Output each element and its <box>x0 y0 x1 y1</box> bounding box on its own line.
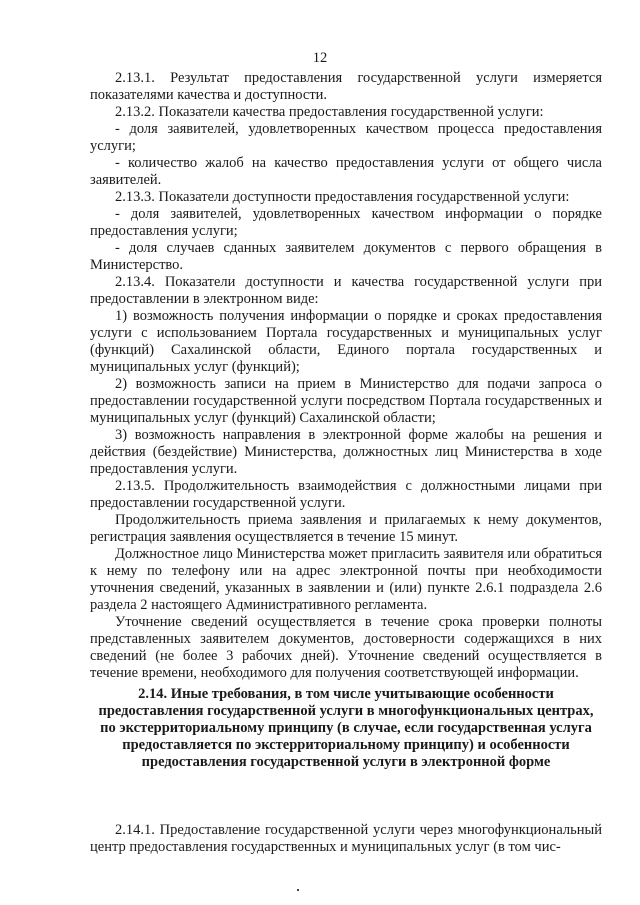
list-item-first-appeal-share: - доля случаев сданных заявителем документов с первого обращения в Министерство. <box>90 240 602 273</box>
paragraph-official-contact: Должностное лицо Министерства может пригласить заявителя или обратиться к нему по телефону или на адрес электронной почты при необходимости уточнения сведений, указанных в заявлении и (или) пункте 2.6.1 подраздела 2.6 раздела 2 настоящего Административного регламента. <box>90 546 602 613</box>
body-text-after-heading <box>90 822 602 856</box>
list-item-1: 1) возможность получения информации о порядке и сроках предоставления услуги с использованием Портала государственных и муниципальных услуг (функций) Сахалинской области, Единого портала государственных и муниципальных услуг (функций); <box>90 308 602 375</box>
list-item-info-share: - доля заявителей, удовлетворенных качеством информации о порядке предоставления услуги; <box>90 206 602 239</box>
list-item-quality-share: - доля заявителей, удовлетворенных качеством процесса предоставления услуги; <box>90 121 602 154</box>
list-item-3: 3) возможность направления в электронной форме жалобы на решения и действия (бездействие) Министерства, должностных лиц Министерства в ходе предоставления услуги. <box>90 427 602 477</box>
paragraph-clarification: Уточнение сведений осуществляется в течение срока проверки полноты представленных заявителем документов, достоверности содержащихся в них сведений (не более 3 рабочих дней). Уточнение сведений осуществляется в течение времени, необходимого для получения соответствующей информации. <box>90 614 602 681</box>
body-text <box>90 70 602 682</box>
section-heading-2-14: 2.14. Иные требования, в том числе учитывающие особенности предоставления государственной услуги в многофункциональных центрах, по экстерриториальному принципу (в случае, если государственная услуга предоставляется по экстерриториальному принципу) и особенности предоставления государственной услуги в электронной форме <box>98 686 594 770</box>
paragraph-2-13-2: 2.13.2. Показатели качества предоставления государственной услуги: <box>115 104 544 120</box>
paragraph-2-13-5: 2.13.5. Продолжительность взаимодействия с должностными лицами при предоставлении государственной услуги. <box>90 478 602 511</box>
paragraph-2-13-4: 2.13.4. Показатели доступности и качества государственной услуги при предоставлении в электронном виде: <box>90 274 602 307</box>
paragraph-reception-duration: Продолжительность приема заявления и прилагаемых к нему документов, регистрация заявления осуществляется в течение 15 минут. <box>90 512 602 545</box>
paragraph-2-14-1: 2.14.1. Предоставление государственной услуги через многофункциональный центр предоставления государственных и муниципальных услуг (в том чис- <box>90 822 602 855</box>
paragraph-2-13-3: 2.13.3. Показатели доступности предоставления государственной услуги: <box>115 189 570 205</box>
page-number: 12 <box>312 50 328 66</box>
scan-artifact <box>297 889 299 891</box>
list-item-2: 2) возможность записи на прием в Министерство для подачи запроса о предоставлении государственной услуги посредством Портала государственных и муниципальных услуг (функций) Сахалинской области; <box>90 376 602 426</box>
list-item-complaints-count: - количество жалоб на качество предоставления услуги от общего числа заявителей. <box>90 155 602 188</box>
paragraph-2-13-1: 2.13.1. Результат предоставления государственной услуги измеряется показателями качества и доступности. <box>90 70 602 103</box>
